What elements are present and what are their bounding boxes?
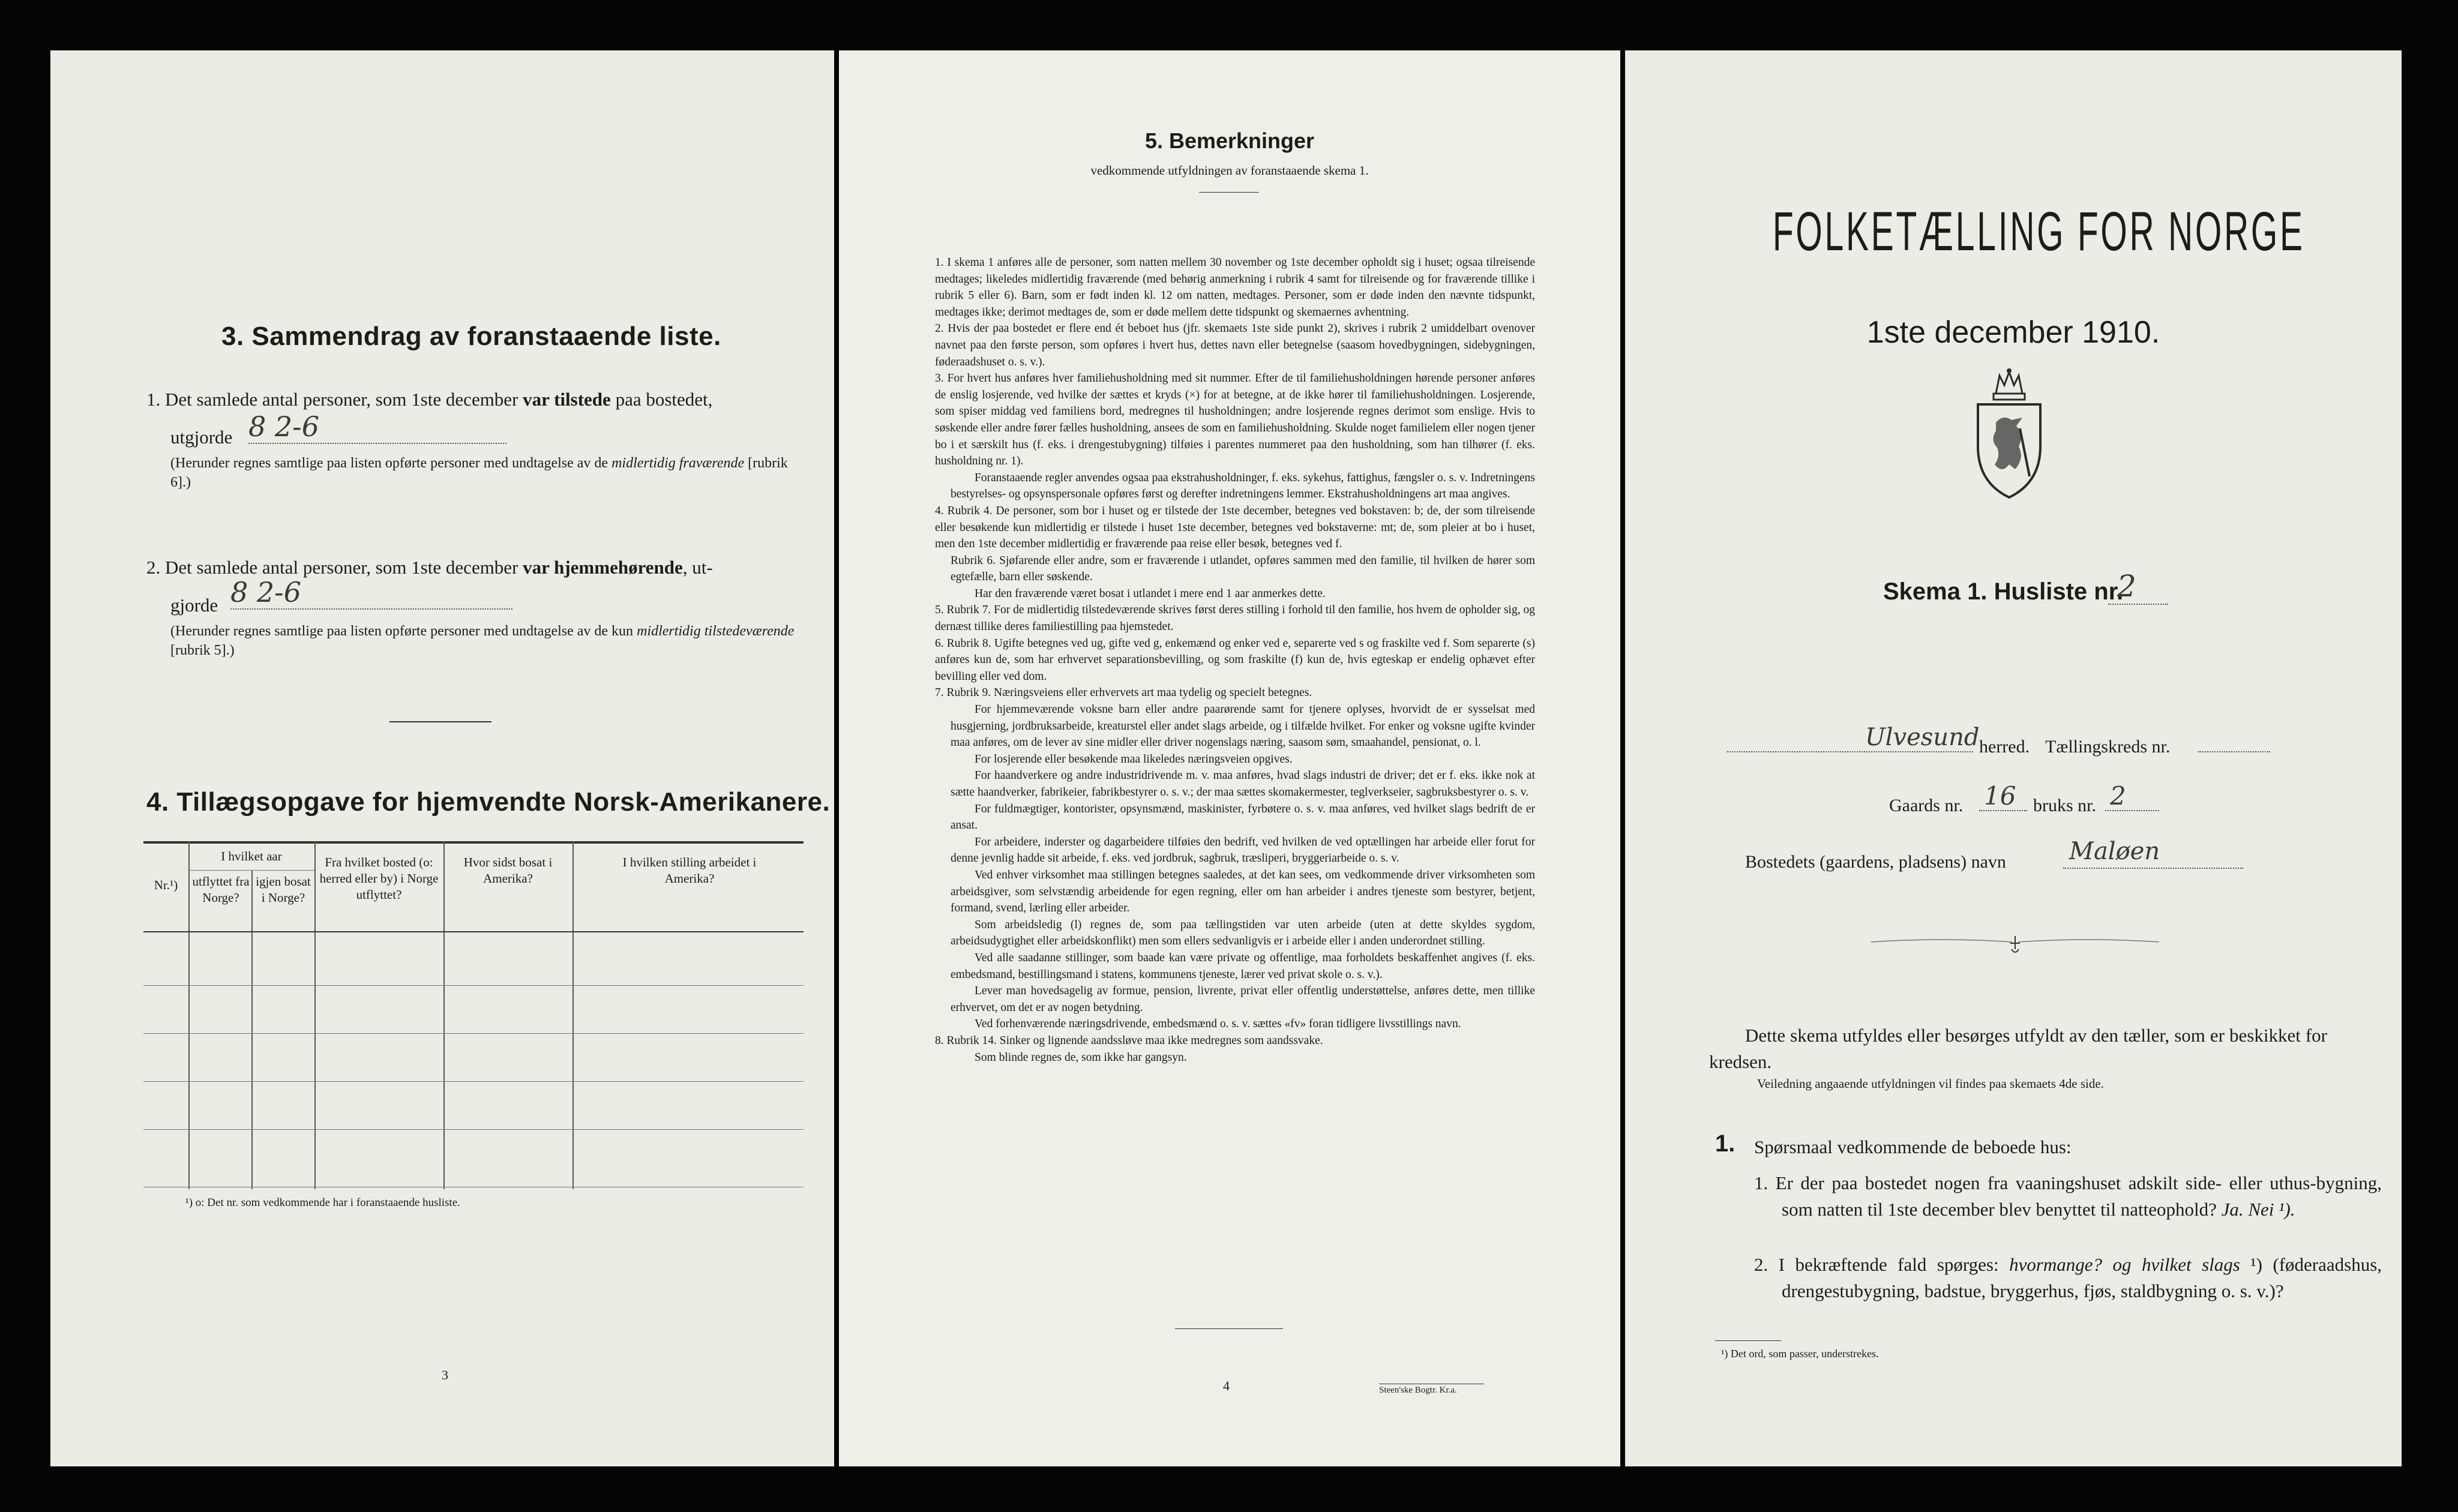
divider [389,721,491,722]
remark-8-a: Som blinde regnes de, som ikke har gangsyn. [975,1051,1187,1064]
remark-1: 1. I skema 1 anføres alle de personer, som natten mellem 30 november og 1ste december opholdt sig i huset; ogsaa tilreisende medtages; likeledes midlertidig fraværende (med behørig anmerkning i rubrik 4 samt for tilreisende og for fraværende tillike i rubrik 5 eller 6). Barn, som er født inden kl. 12 om natten, medtages. Personer, som er døde inden den nævnte tidspunkt, medtages ikke; derimot medtages de, som er døde mellem dette tidspunkt og skemaernes avhentning. [935,256,1535,319]
remark-7-c: For haandverkere og andre industridrivende m. v. maa anføres, hvad slags industri de driver; det er f. eks. ikke nok at sætte haandverker, fabrikeier, fabrikbestyrer o. s. v.; der maa sættes skomakermester, teglverkseier, sagbruksbestyrer o. s. v. [951,769,1535,799]
page-left [50,50,834,1466]
remark-7-g: Som arbeidsledig (l) regnes de, som paa tællingstiden var uten arbeide (uten at dette skyldes sygdom, arbeidsudygtighet eller arbeidskonflikt) men som ellers sedvanligvis er i arbeide eller i anden underordnet stilling. [951,918,1535,948]
page-middle [839,50,1620,1466]
item1-text-end: paa bostedet, [610,389,713,410]
item2-handwritten-value: 8 2-6 [230,576,512,610]
remarks-list [935,254,1535,1066]
bruks-value: 2 [2110,781,2126,811]
question-1-number: 1. [1715,1130,1735,1157]
th-hvor: Hvor sidst bosat i Amerika? [463,855,553,886]
item2-text-end: , ut- [682,557,713,578]
item2-gjorde-label: gjorde [170,595,218,616]
section-3-title: 3. Sammendrag av foranstaaende liste. [221,322,721,351]
herred-value: Ulvesund [1865,724,1980,751]
th-utflyttet: utflyttet fra Norge? [192,874,250,905]
item1-utgjorde-label: utgjorde [170,427,233,448]
gaards-label: Gaards nr. [1889,796,1964,815]
remark-6: 6. Rubrik 8. Ugifte betegnes ved ug, gifte ved g, enkemænd og enker ved e, separerte ved s og fraskilte ved f. Som separerte (s) anføres kun de, som har erhvervet separationsbevilling, og som fraskilte (f) kun de, hvis egteskap er endelig ophævet efter bevilling eller ved dom. [935,637,1535,683]
remark-4-bosat: Har den fraværende været bosat i utlandet i mere end 1 aar anmerkes dette. [975,587,1326,600]
bosted-label: Bostedets (gaardens, pladsens) navn [1745,852,2006,872]
remark-7-i: Lever man hovedsagelig av formue, pension, livrente, privat eller offentlig understøttelse, anføres dette, men tillike erhvervet, om det er av nogen betydning. [951,985,1535,1014]
husliste-nr-value: 2 [2117,569,2136,604]
item2-text: 2. Det samlede antal personer, som 1ste december [146,557,523,578]
remarks-title: 5. Bemerkninger [1144,128,1315,153]
skema-label: Skema 1. Husliste nr. [1883,578,2124,605]
question-1-2: 2. I bekræftende fald spørges: hvormange? og hvilket slags ¹) (føderaadshus, drengestubygning, badstue, bryggerhus, fjøs, staldbygning o. s. v.)? [1754,1254,2382,1301]
remark-7-h: Ved alle saadanne stillinger, som baade kan være private og offentlige, maa forholdets beskaffenhet angives (f. eks. embedsmand, bestillingsmand i statens, kommunens tjeneste, lærer ved privat skole o. s. v.). [951,951,1535,981]
summary-item-1 [146,388,795,412]
footnote: ¹) Det ord, som passer, understrekes. [1721,1348,1879,1360]
section-4-title: 4. Tillægsopgave for hjemvendte Norsk-Amerikanere. [146,787,831,817]
bosted-value: Maløen [2069,838,2160,865]
item1-bold: var tilstede [523,389,611,410]
th-igjen: igjen bosat i Norge? [256,874,311,905]
census-date: 1ste december 1910. [1866,315,2160,350]
coat-of-arms-emblem [1967,368,2051,500]
remark-2: 2. Hvis der paa bostedet er flere end ét beboet hus (jfr. skemaets 1ste side punkt 2), skrives i rubrik 2 umiddelbart ovenover navnet paa den første person, som opføres i hvert hus, dettes navn eller betegnelse (saasom hovedbygningen, sidebygningen, føderaadshuset o. s. v.). [935,322,1535,368]
th-fra: Fra hvilket bosted (o: herred eller by) i Norge utflyttet? [319,855,439,902]
item1-note: (Herunder regnes samtlige paa listen opførte personer med undtagelse av de midlertidig fraværende [rubrik 6].) [170,455,788,490]
remark-7: 7. Rubrik 9. Næringsveiens eller erhvervets art maa tydelig og specielt betegnes. [935,686,1312,700]
remark-7-b: For losjerende eller besøkende maa likeledes næringsveien opgives. [975,752,1293,766]
remark-7-a: For hjemmeværende voksne barn eller andre paarørende samt for tjenere oplyses, hvorvidt de er sysselsat med husgjerning, jordbruksarbeide, kreaturstel eller andet slags arbeide, og i tilfælde hvilket. For enker og voksne ugifte kvinder maa anføres, om de lever av sine midler eller driver nogenslags næring, saasom søm, smaahandel, pensionat, o. l. [951,703,1535,749]
page-right [1625,50,2402,1466]
page-number-left: 3 [442,1367,448,1382]
remark-5: 5. Rubrik 7. For de midlertidig tilstedeværende skrives først deres stilling i forhold til den familie, hos hvem de opholder sig, og dernæst tillike deres familiestilling paa hjemstedet. [935,604,1535,634]
page-number-middle: 4 [1223,1378,1230,1393]
intro-text: Dette skema utfyldes eller besørges utfyldt av den tæller, som er beskikket for kredsen. [1709,1025,2327,1072]
remark-7-e: For arbeidere, inderster og dagarbeidere tilføies den bedrift, ved hvilken de ved optællingen har arbeide eller forut for denne jevnlig hadde sit arbeide, f. eks. ved jordbruk, sagbruk, træsliperi, bryggeriarbeide o. s. v. [951,835,1535,865]
remark-7-d: For fuldmægtiger, kontorister, opsynsmænd, maskinister, fyrbøtere o. s. v. maa anføres, ved hvilket slags bedrift de er ansat. [951,802,1535,832]
th-nr: Nr.¹) [154,878,178,892]
th-stilling: I hvilken stilling arbeidet i Amerika? [622,855,757,886]
item2-bold: var hjemmehørende [523,557,683,578]
th-group: I hvilket aar [221,849,282,863]
bruks-label: bruks nr. [2033,796,2096,815]
census-title: FOLKETÆLLING FOR NORGE [1772,201,2305,262]
table-footnote: ¹) o: Det nr. som vedkommende har i foranstaaende husliste. [185,1196,460,1209]
remark-7-f: Ved enhver virksomhet maa stillingen betegnes saaledes, at det kan sees, om vedkommende driver virksomheten som arbeidsgiver, som selvstændig arbeidende for egen regning, eller om han arbeider i andres tjeneste som bestyrer, betjent, formand, svend, lærling eller arbeider. [951,868,1535,915]
remark-7-j: Ved forhenværende næringsdrivende, embedsmænd o. s. v. sættes «fv» foran tidligere livsstillings navn. [975,1018,1461,1031]
kreds-label: Tællingskreds nr. [2045,737,2171,757]
item1-text: 1. Det samlede antal personer, som 1ste december [146,389,523,410]
remark-3-extra: Foranstaaende regler anvendes ogsaa paa ekstrahusholdninger, f. eks. sykehus, fattighus, fængsler o. s. v. Indretningens bestyrelses- og opsynspersonale opføres først og derefter indretningens lemmer. Ekstrahusholdningens art maa angives. [951,471,1535,501]
gaards-value: 16 [1984,781,2016,811]
remark-8: 8. Rubrik 14. Sinker og lignende aandssløve maa ikke medregnes som aandssvake. [935,1034,1323,1047]
printer-mark: Steen'ske Bogtr. Kr.a. [1379,1385,1457,1395]
remarks-subtitle: vedkommende utfyldningen av foranstaaende skema 1. [1090,163,1369,178]
remark-4-rubrik6: Rubrik 6. Sjøfarende eller andre, som er fraværende i utlandet, opføres sammen med den familie, til hvilken de hører som egtefælle, barn eller søskende. [951,554,1535,584]
item1-handwritten-value: 8 2-6 [248,410,506,444]
norsk-amerikanere-table [143,841,804,1189]
question-1-title: Spørsmaal vedkommende de beboede hus: [1754,1136,2072,1157]
question-1-1-answer: Ja. Nei ¹). [2221,1199,2295,1220]
ornament-divider [1871,931,2159,955]
item2-note: (Herunder regnes samtlige paa listen opførte personer med undtagelse av de kun midlertidig tilstedeværende [rubrik 5].) [170,623,795,658]
herred-label: herred. [1979,737,2030,757]
remark-3: 3. For hvert hus anføres hver familiehusholdning med sit nummer. Efter de til familiehusholdningen hørende personer anføres de enslig losjerende, ved hvilke der sættes et kryds (×) for at betegne, at de ikke hører til familiehusholdningen. Losjerende, som spiser middag ved familiens bord, medregnes til husholdningen; andre losjerende regnes derimot som enslige. Hvis to søskende eller andre fører fælles husholdning, ansees de som en familiehusholdning. Skulde noget familielem eller nogen tjener bo i et særskilt hus (f. eks. i drengestubygning) tilføies i parentes nummeret paa den husholdning, som han tilhører (f. eks. husholdning nr. 1). [935,372,1535,468]
intro-small: Veiledning angaaende utfyldningen vil findes paa skemaets 4de side. [1757,1076,2104,1091]
remark-4: 4. Rubrik 4. De personer, som bor i huset og er tilstede der 1ste december, betegnes ved bokstaven: b; de, der som tilreisende eller besøkende kun midlertidig er tilstede i huset 1ste december, betegnes ved bokstaverne: mt; de, som pleier at bo i huset, men den 1ste december midlertidig er fraværende paa reise eller besøk, betegnes ved f. [935,504,1535,551]
question-1-1: 1. Er der paa bostedet nogen fra vaaningshuset adskilt side- eller uthus-bygning, som natten til 1ste december blev benyttet til natteophold? Ja. Nei ¹). [1754,1172,2382,1220]
